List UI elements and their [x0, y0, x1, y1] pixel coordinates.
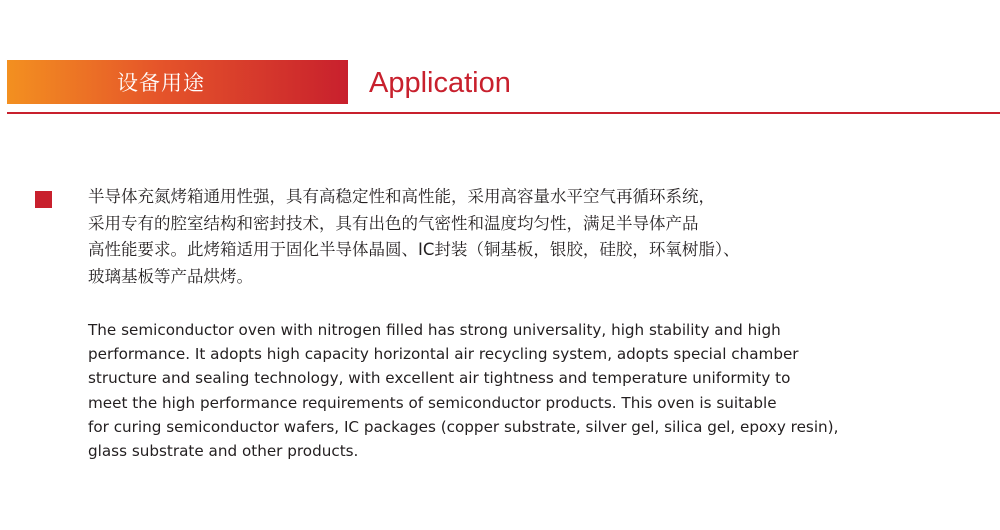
- description-en-line: glass substrate and other products.: [88, 442, 359, 461]
- description-en-line: structure and sealing technology, with excellent air tightness and temperature uniformity to: [88, 369, 791, 388]
- description-en-line: performance. It adopts high capacity horizontal air recycling system, adopts special chamber: [88, 345, 799, 364]
- description-en-line: for curing semiconductor wafers, IC packages (copper substrate, silver gel, silica gel, epoxy resin),: [88, 417, 839, 436]
- header-divider: [7, 112, 1000, 114]
- square-bullet-icon: [35, 191, 52, 208]
- description-cn-line: 半导体充氮烤箱通用性强，具有高稳定性和高性能，采用高容量水平空气再循环系统，: [88, 187, 715, 206]
- description-cn-line: 玻璃基板等产品烘烤。: [88, 266, 253, 286]
- description-en-line: meet the high performance requirements of semiconductor products. This oven is suitable: [88, 393, 777, 412]
- description-cn-line: 高性能要求。此烤箱适用于固化半导体晶圆、IC封装（铜基板，银胶，硅胶，环氧树脂）、: [88, 240, 740, 259]
- description-cn: [88, 184, 788, 290]
- section-title-en: Application: [369, 67, 511, 99]
- description-en: [88, 318, 968, 463]
- description-cn-line: 采用专有的腔室结构和密封技术，具有出色的气密性和温度均匀性，满足半导体产品: [88, 213, 699, 233]
- section-title-cn: 设备用途: [117, 71, 205, 95]
- description-en-line: The semiconductor oven with nitrogen filled has strong universality, high stability and high: [88, 321, 781, 339]
